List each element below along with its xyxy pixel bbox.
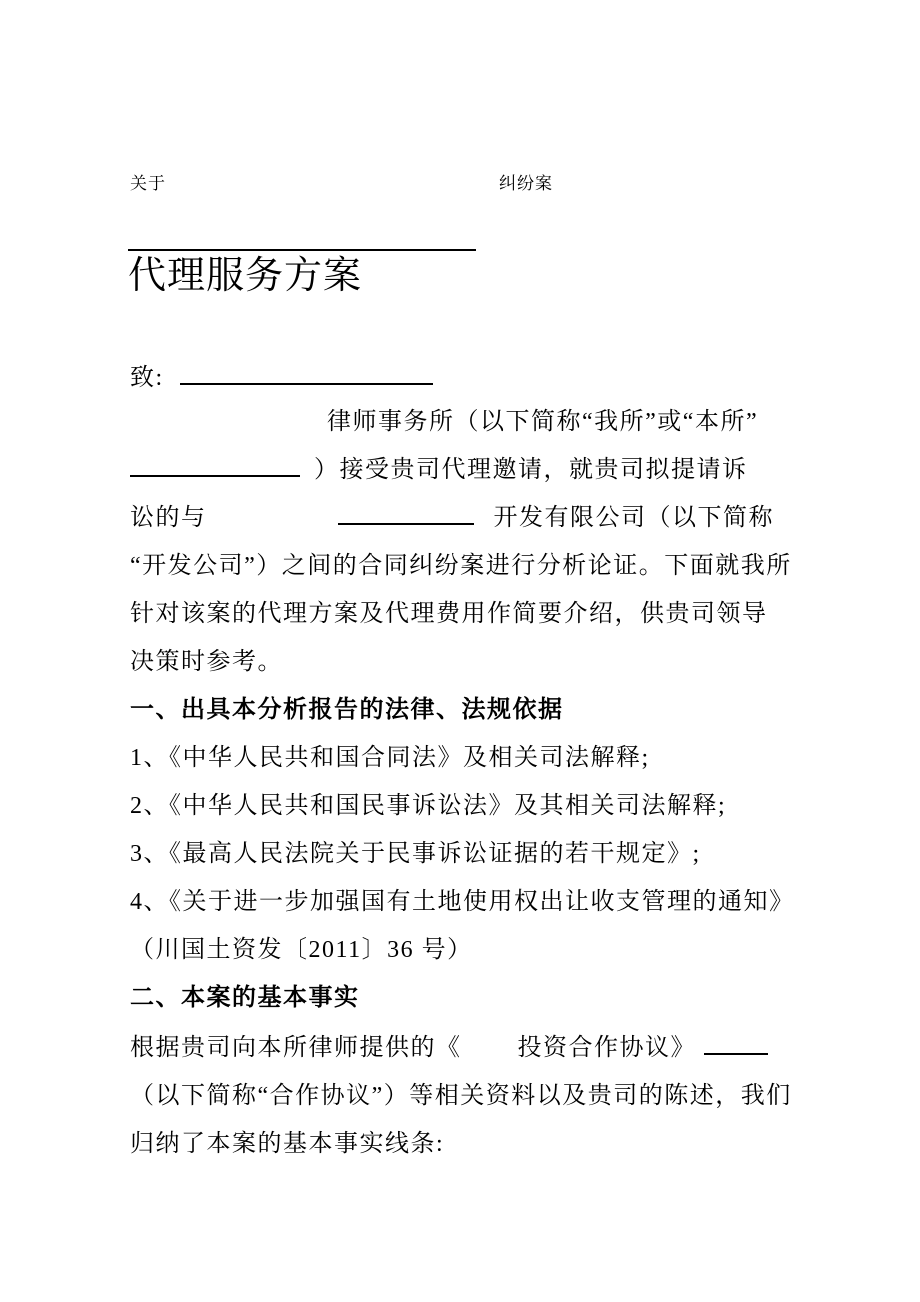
salutation-blank — [180, 379, 433, 385]
facts-line-2 — [130, 1081, 792, 1111]
section-legal-heading-text: 一、出具本分析报告的法律、法规依据 — [130, 697, 564, 723]
section-legal-heading — [130, 695, 564, 725]
intro-litigation-text: 讼的与 — [130, 505, 207, 531]
legal-item-1-text: 1、《中华人民共和国合同法》及相关司法解释; — [130, 745, 650, 771]
title-rule — [128, 249, 476, 251]
legal-item-3-text: 3、《最高人民法院关于民事诉讼证据的若干规定》; — [130, 841, 701, 867]
document-title: 代理服务方案 — [128, 255, 363, 297]
intro-line-1 — [327, 407, 758, 437]
case-reference-line — [130, 172, 553, 196]
case-reference-prefix: 关于 — [130, 174, 166, 193]
legal-item-4 — [130, 887, 795, 917]
intro-line-3 — [130, 503, 774, 533]
intro-summary-text: 针对该案的代理方案及代理费用作简要介绍，供贵司领导 — [130, 601, 768, 627]
section-facts-heading-text: 二、本案的基本事实 — [130, 985, 360, 1011]
intro-line-6 — [130, 647, 283, 677]
facts-provided-text: 根据贵司向本所律师提供的《 — [130, 1035, 462, 1061]
intro-invitation-text: ）接受贵司代理邀请，就贵司拟提请诉 — [314, 457, 748, 483]
intro-firm-text: 律师事务所（以下简称“我所”或“本所” — [327, 409, 759, 435]
intro-line-2 — [130, 455, 748, 485]
legal-item-4-continuation — [130, 935, 473, 965]
facts-agreement-text: 投资合作协议》 — [517, 1035, 696, 1061]
firm-name-blank — [130, 471, 300, 477]
facts-conclusion-text: 归纳了本案的基本事实线条: — [130, 1131, 445, 1157]
legal-item-4-text: 4、《关于进一步加强国有土地使用权出让收支管理的通知》 — [130, 889, 795, 915]
legal-item-2-text: 2、《中华人民共和国民事诉讼法》及其相关司法解释; — [130, 793, 727, 819]
agreement-suffix-blank — [704, 1049, 768, 1055]
facts-materials-text: （以下简称“合作协议”）等相关资料以及贵司的陈述，我们 — [130, 1083, 792, 1109]
intro-developer-text: 开发有限公司（以下简称 — [493, 505, 774, 531]
intro-dispute-text: “开发公司”）之间的合同纠纷案进行分析论证。下面就我所 — [130, 553, 792, 579]
intro-line-4 — [130, 551, 792, 581]
developer-name-blank — [338, 519, 474, 525]
section-facts-heading — [130, 983, 360, 1013]
facts-line-1 — [130, 1033, 768, 1063]
facts-line-3 — [130, 1129, 444, 1159]
legal-item-1 — [130, 743, 650, 773]
salutation-line — [130, 363, 433, 393]
legal-item-2 — [130, 791, 726, 821]
intro-line-5 — [130, 599, 768, 629]
legal-item-4-continuation-text: （川国土资发〔2011〕36 号） — [130, 937, 473, 963]
intro-closing-text: 决策时参考。 — [130, 649, 283, 675]
legal-item-3 — [130, 839, 701, 869]
case-reference-suffix: 纠纷案 — [499, 174, 553, 193]
salutation-label: 致: — [130, 365, 164, 391]
